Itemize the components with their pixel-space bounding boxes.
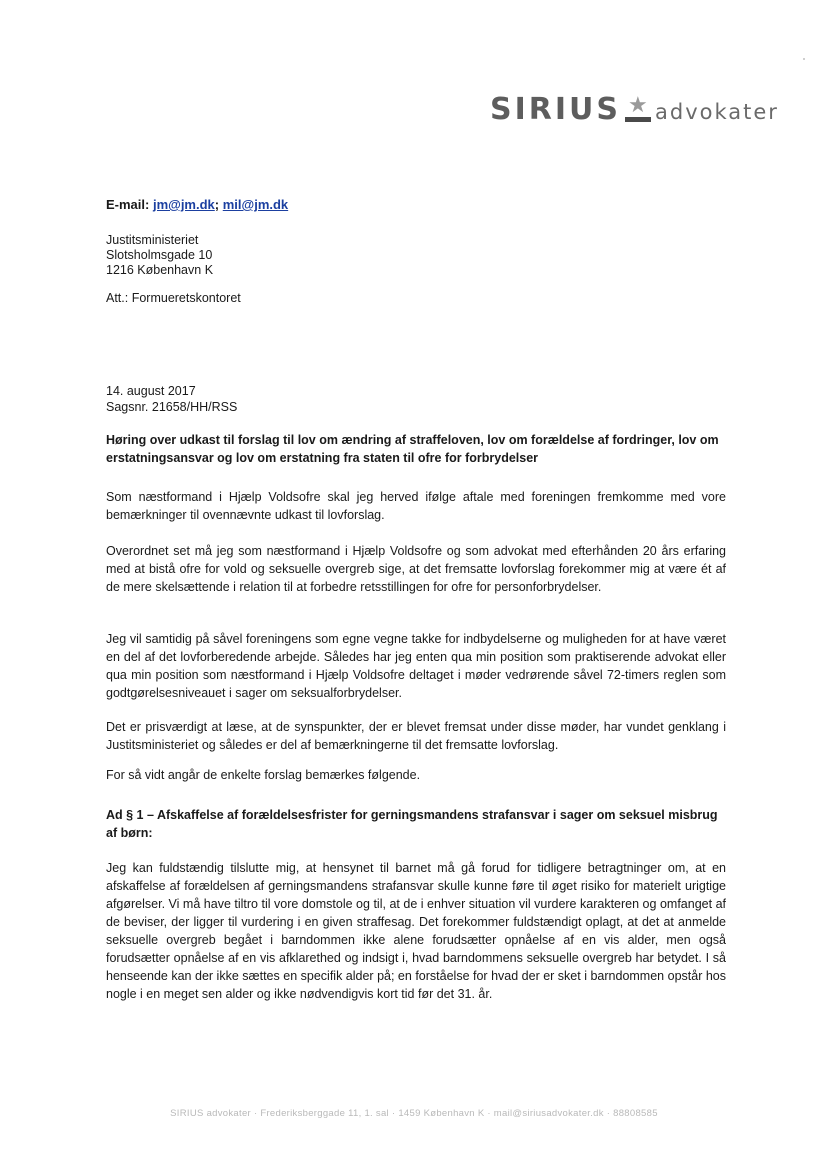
email-link-1[interactable]: jm@jm.dk [152,197,215,212]
paragraph-1: Som næstformand i Hjælp Voldsofre skal jeg herved ifølge aftale med foreningen fremkomme med vore bemærkninger til ovennævnte udkast til lovforslag. [106,490,726,522]
recipient-name: Justitsministeriet [106,233,199,247]
company-logo [490,94,779,126]
case-number: Sagsnr. 21658/HH/RSS [106,400,238,414]
recipient-address [106,233,213,278]
section-heading: Ad § 1 – Afskaffelse af forældelsesfrister for gerningsmandens strafansvar i sager om seksuel misbrug af børn: [106,808,718,840]
paragraph-4: Det er prisværdigt at læse, at de synspunkter, der er blevet fremsat under disse møder, har vundet genklang i Justitsministeriet og således er del af bemærkningerne til det fremsatte lovforslag. [106,720,726,752]
scan-dot [803,58,805,60]
paragraph-5: For så vidt angår de enkelte forslag bemærkes følgende. [106,768,421,782]
email-label: E-mail: [106,197,150,212]
star-icon: ★ [625,96,651,126]
paragraph-2: Overordnet set må jeg som næstformand i Hjælp Voldsofre og som advokat med efterhånden 20 års erfaring med at bistå ofre for vold og seksuelle overgreb sige, at det fremsatte lovforslag forekommer mig at være ét af de mere skelsættende i relation til at forbedre retsstillingen for ofre for personforbrydelser. [106,544,726,594]
recipient-city: 1216 København K [106,263,214,277]
date-block [106,383,237,415]
email-line [106,197,288,212]
logo-brand: SIRIUS [490,92,621,127]
attention-line: Att.: Formueretskontoret [106,291,241,305]
letter-date: 14. august 2017 [106,384,196,398]
email-separator: ; [214,197,220,212]
section-paragraph: Jeg kan fuldstændig tilslutte mig, at hensynet til barnet må gå forud for tidligere betragtninger om, at en afskaffelse af forældelsen af gerningsmandens strafansvar skulle kunne føre til øget risiko for materielt urigtige afgørelser. Vi må have tiltro til vore domstole og til, at de i enhver situation vil vurdere karakteren og omfanget af de beviser, der ligger til vurdering i en given straffesag. Det forekommer fuldstændigt oplagt, at det at anmelde seksuelle overgreb begået i barndommen ikke alene forudsætter opnåelse af en vis alder, men også forudsætter opnåelse af en vis afklarethed og indsigt i, hvad barndommens seksuelle overgreb har betydet. I så henseende kan der ikke sættes en specifik alder på; en forståelse for hvad der er sket i barndommen opstår hos nogle i en meget sen alder og ikke nødvendigvis kort tid før det 31. år. [106,861,726,1001]
email-link-2[interactable]: mil@jm.dk [222,197,289,212]
page-footer: SIRIUS advokater · Frederiksberggade 11, 1. sal · 1459 København K · mail@siriusadvokater.dk · 88808585 [170,1108,658,1119]
recipient-street: Slotsholmsgade 10 [106,248,213,262]
logo-suffix: advokater [655,100,779,124]
letter-subject: Høring over udkast til forslag til lov om ændring af straffeloven, lov om forældelse af fordringer, lov om erstatningsansvar og lov om erstatning fra staten til ofre for forbrydelser [106,433,719,465]
paragraph-3: Jeg vil samtidig på såvel foreningens som egne vegne takke for indbydelserne og muligheden for at have været en del af det lovforberedende arbejde. Således har jeg enten qua min position som praktiserende advokat eller qua min position som næstformand i Hjælp Voldsofre deltaget i møder vedrørende såvel 72-timers reglen som godtgørelsesniveauet i sager om seksualforbrydelser. [106,632,726,700]
